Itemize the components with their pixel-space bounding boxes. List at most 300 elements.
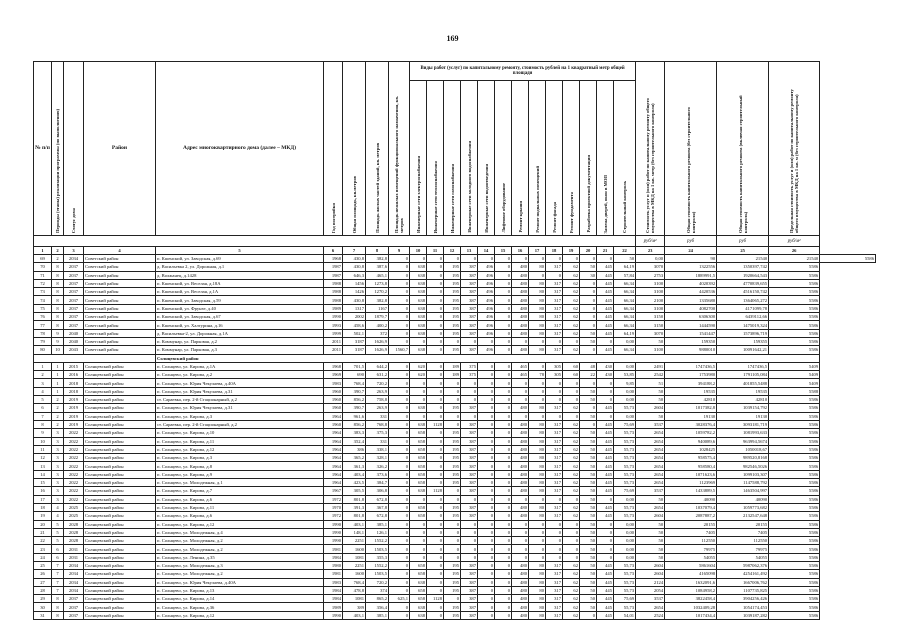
table-cell: 8	[52, 304, 64, 312]
table-cell: 0	[597, 537, 614, 545]
table-row	[34, 578, 876, 586]
table-cell: 62	[563, 404, 580, 412]
table-cell: 5586	[769, 296, 820, 304]
table-cell: 0	[563, 255, 580, 263]
repair-program-table	[33, 61, 876, 620]
table-cell: 53,85	[614, 371, 636, 379]
table-cell: 0	[389, 255, 410, 263]
table-cell: 480	[512, 503, 529, 511]
table-cell: 480	[512, 611, 529, 619]
table-cell: 445	[597, 454, 614, 462]
table-cell: 375	[461, 362, 478, 370]
table-cell: 8	[52, 296, 64, 304]
table-cell: 50	[636, 528, 665, 536]
table-cell: 0	[495, 578, 512, 586]
table-cell: 423,5	[343, 479, 366, 487]
table-cell: 0	[410, 396, 427, 404]
table-cell: 79975	[717, 545, 769, 553]
table-cell: Солнцевский район	[84, 379, 156, 387]
table-cell: 50	[636, 495, 665, 503]
table-cell: 4	[34, 387, 52, 395]
table-cell: 403,1	[343, 520, 366, 528]
table-cell: 0	[495, 346, 512, 354]
table-cell: 1444590	[665, 321, 717, 329]
table-cell: 0	[512, 379, 529, 387]
table-cell: 55,73	[614, 462, 636, 470]
table-cell: 0	[427, 445, 444, 453]
table-row	[34, 487, 876, 495]
table-cell: 658	[410, 437, 427, 445]
table-cell: 644,2	[366, 362, 389, 370]
table-cell: 989520,8168	[717, 454, 769, 462]
table-cell: Солнцевский район	[84, 462, 156, 470]
table-cell: Солнцевский район	[84, 479, 156, 487]
table-cell: Солнцевский район	[84, 528, 156, 536]
table-cell: 2025	[64, 503, 84, 511]
table-cell: п. Солнцево, ул. Молодежная, д.1	[156, 479, 324, 487]
table-cell: 0	[512, 537, 529, 545]
table-cell: 21540	[717, 255, 769, 263]
table-cell: 5586	[820, 255, 876, 263]
table-cell: 326,2	[366, 462, 389, 470]
table-cell: 0	[389, 420, 410, 428]
table-cell: 480	[512, 329, 529, 337]
table-cell: 5586	[769, 420, 820, 428]
table-cell: 1054174,453	[717, 603, 769, 611]
table-cell: 638	[410, 404, 427, 412]
table-cell: 701,5	[343, 362, 366, 370]
table-cell: 50	[580, 553, 597, 561]
table-cell: 658	[410, 429, 427, 437]
table-cell: 50	[580, 586, 597, 594]
table-cell: 0	[427, 503, 444, 511]
table-cell: 0	[389, 329, 410, 337]
table-cell: 25	[34, 561, 52, 569]
table-cell: 317	[546, 479, 563, 487]
table-cell: 50	[580, 503, 597, 511]
table-cell: 430	[597, 371, 614, 379]
table-cell: 638	[410, 346, 427, 354]
table-cell: п. Кшенский, ул. Веселая, д.18А	[156, 279, 324, 287]
table-cell: ст. Сараевка, пер. 2-й Стационарный, д.2	[156, 396, 324, 404]
table-cell: 1503,5	[366, 570, 389, 578]
table-cell: 0	[389, 429, 410, 437]
table-cell: 0	[512, 545, 529, 553]
table-cell: 0	[444, 420, 461, 428]
table-cell: 55,73	[614, 561, 636, 569]
table-cell: Солнцевский район	[84, 603, 156, 611]
table-cell: 478,8	[343, 586, 366, 594]
table-cell: 2087887,2	[665, 512, 717, 520]
table-cell: 50	[580, 445, 597, 453]
table-cell: 1964	[324, 462, 343, 470]
table-cell: 50	[580, 263, 597, 271]
table-row	[34, 512, 876, 520]
table-cell: 390,7	[343, 387, 366, 395]
table-cell: 0	[478, 470, 495, 478]
table-cell: 1983	[324, 379, 343, 387]
table-cell: 62	[563, 512, 580, 520]
table-cell: 0	[512, 553, 529, 561]
table-cell: 0	[546, 553, 563, 561]
column-number: 13	[461, 247, 478, 255]
table-cell: 1167	[366, 304, 389, 312]
table-cell: 62	[563, 462, 580, 470]
district-section-row	[34, 354, 876, 362]
table-cell: 5586	[769, 578, 820, 586]
table-cell: 72	[34, 279, 52, 287]
table-cell: 373,6	[366, 470, 389, 478]
table-cell: 0	[580, 404, 597, 412]
table-cell: 1128	[427, 487, 444, 495]
table-cell: 62	[563, 487, 580, 495]
table-cell: 0	[478, 255, 495, 263]
table-cell: 1964	[324, 412, 343, 420]
table-cell: 0	[495, 304, 512, 312]
table-cell: 5586	[769, 437, 820, 445]
table-cell: 0	[495, 520, 512, 528]
table-cell: 50	[580, 337, 597, 345]
table-cell: 80	[529, 263, 546, 271]
table-cell: п. Кшенский, ул. Веселая, д.1А	[156, 288, 324, 296]
table-cell: 306,8	[366, 487, 389, 495]
table-cell: 480	[512, 595, 529, 603]
table-cell: 3	[52, 437, 64, 445]
table-cell: 338,1	[366, 445, 389, 453]
table-cell: 62	[563, 420, 580, 428]
table-cell: 62	[563, 570, 580, 578]
table-cell: 5	[52, 520, 64, 528]
table-cell: 0	[478, 495, 495, 503]
table-cell: п. Солнцево, ул. Кирова, д.11	[156, 437, 324, 445]
table-cell: 5586	[769, 537, 820, 545]
table-cell: 480	[512, 487, 529, 495]
table-cell: 195	[444, 429, 461, 437]
table-cell: 317	[546, 321, 563, 329]
table-cell: 0	[478, 528, 495, 536]
table-cell: Солнцевский район	[84, 470, 156, 478]
table-cell: 0	[389, 561, 410, 569]
table-cell: 5586	[769, 346, 820, 354]
table-cell: 856,2	[343, 420, 366, 428]
table-cell: 0	[427, 470, 444, 478]
table-cell: 0	[427, 362, 444, 370]
table-cell: 352,4	[343, 437, 366, 445]
table-cell: 0	[597, 495, 614, 503]
table-cell: 0	[495, 337, 512, 345]
table-cell: 40090	[717, 495, 769, 503]
table-cell: 445	[597, 586, 614, 594]
table-cell: 445	[597, 429, 614, 437]
table-cell: 387	[461, 279, 478, 287]
table-cell: 385,1	[366, 520, 389, 528]
table-cell: 0	[410, 528, 427, 536]
table-cell: 638	[410, 296, 427, 304]
table-cell: 3100	[636, 279, 665, 287]
table-cell: 2034	[64, 561, 84, 569]
table-cell: 80	[529, 487, 546, 495]
table-cell: 0	[529, 337, 546, 345]
table-cell: 0	[389, 495, 410, 503]
table-cell: 496	[478, 304, 495, 312]
column-number: 26	[769, 247, 820, 255]
table-cell: 1475019,324	[717, 321, 769, 329]
table-cell: 17	[34, 495, 52, 503]
table-cell: 5861604	[665, 561, 717, 569]
table-cell: 80	[529, 429, 546, 437]
table-cell: п. Кшенский, ул. Халтурина, д.16	[156, 321, 324, 329]
table-cell: 638	[410, 487, 427, 495]
table-cell: 387	[461, 503, 478, 511]
table-cell: 5586	[769, 329, 820, 337]
table-cell: 0	[444, 520, 461, 528]
table-cell: Солнцевский район	[84, 595, 156, 603]
table-cell: 3	[52, 462, 64, 470]
table-cell: 80	[529, 420, 546, 428]
table-cell: 22	[580, 371, 597, 379]
table-cell: 0	[389, 437, 410, 445]
table-cell: 0	[597, 545, 614, 553]
table-cell: 0	[461, 255, 478, 263]
table-cell: 0	[389, 304, 410, 312]
table-cell: 0	[495, 445, 512, 453]
table-cell: 480	[512, 454, 529, 462]
table-cell: 958580,4	[665, 462, 717, 470]
table-cell: п. Солнцево, ул. Кирова, д.6	[156, 495, 324, 503]
table-cell: 940089,6	[665, 437, 717, 445]
table-cell: 384,7	[366, 479, 389, 487]
table-cell: 0	[580, 379, 597, 387]
table-cell: 195	[444, 570, 461, 578]
table-cell: 4082700	[665, 304, 717, 312]
table-cell: Советский район	[84, 296, 156, 304]
table-cell: 0	[597, 255, 614, 263]
table-cell: 0	[427, 329, 444, 337]
table-cell: 263,9	[366, 387, 389, 395]
table-cell: Советский район	[84, 255, 156, 263]
table-cell: 2251	[343, 537, 366, 545]
table-cell: 2028	[64, 520, 84, 528]
table-cell: 50	[580, 578, 597, 586]
table-cell: 658	[410, 586, 427, 594]
table-cell: 1964	[324, 454, 343, 462]
table-cell: Советский район	[84, 329, 156, 337]
table-cell: 0	[495, 545, 512, 553]
table-cell: 4171099,78	[717, 304, 769, 312]
table-cell: 5586	[769, 279, 820, 287]
table-cell: 2028	[64, 528, 84, 536]
table-cell: 2753	[636, 271, 665, 279]
table-cell: 112550	[717, 537, 769, 545]
table-cell: 1081	[343, 553, 366, 561]
table-cell: 0	[389, 512, 410, 520]
table-cell: 2100	[636, 296, 665, 304]
table-cell: 0	[546, 271, 563, 279]
table-cell: 80	[529, 288, 546, 296]
table-cell: 2022	[64, 437, 84, 445]
table-cell: п. Солнцево, ул. Кирова, д.11	[156, 503, 324, 511]
table-cell: 2031	[64, 553, 84, 561]
table-cell: 0	[495, 512, 512, 520]
table-cell: 387	[461, 329, 478, 337]
table-cell: 430	[597, 362, 614, 370]
table-cell: 0	[529, 495, 546, 503]
table-cell: 2054	[636, 586, 665, 594]
table-cell: 50	[580, 520, 597, 528]
table-cell: 317	[546, 462, 563, 470]
table-cell: 2037	[64, 304, 84, 312]
table-cell: 195	[444, 263, 461, 271]
table-cell: 400,2	[366, 321, 389, 329]
table-cell: 0	[427, 578, 444, 586]
table-cell: 0	[410, 379, 427, 387]
table-cell: 0	[580, 288, 597, 296]
table-cell: 356,4	[366, 603, 389, 611]
table-cell: 1984	[324, 586, 343, 594]
table-cell: 27	[34, 578, 52, 586]
table-cell: 0	[427, 462, 444, 470]
table-cell: 0	[478, 337, 495, 345]
table-cell: 22	[34, 537, 52, 545]
table-cell: 50	[636, 337, 665, 345]
table-cell: 0	[389, 396, 410, 404]
table-cell: 480	[512, 586, 529, 594]
table-cell: 0,00	[614, 337, 636, 345]
table-cell: 496	[478, 263, 495, 271]
table-cell: 387	[461, 512, 478, 520]
table-cell: 480	[512, 263, 529, 271]
table-cell: 2037	[64, 288, 84, 296]
table-cell: 62	[563, 346, 580, 354]
table-cell: 1552,2	[366, 537, 389, 545]
table-cell: 720,2	[366, 379, 389, 387]
table-cell: Советский район	[84, 304, 156, 312]
table-cell: 55,73	[614, 512, 636, 520]
table-cell: 2022	[64, 487, 84, 495]
table-cell: 0	[512, 396, 529, 404]
column-number: 19	[563, 247, 580, 255]
table-cell: 638	[410, 611, 427, 619]
header-total-cost: Общая стоимость капитального ремонта (без строительного контроля)	[665, 62, 717, 236]
table-cell: 1463504,997	[717, 487, 769, 495]
table-cell: 0	[495, 396, 512, 404]
column-number: 20	[580, 247, 597, 255]
table-cell: 2011	[324, 337, 343, 345]
table-cell: 0	[512, 387, 529, 395]
table-cell: 5	[34, 396, 52, 404]
table-cell: 64,19	[614, 263, 636, 271]
table-cell: 638	[410, 578, 427, 586]
table-cell: 458,6	[343, 321, 366, 329]
table-cell: 0	[580, 321, 597, 329]
table-cell: 658	[410, 595, 427, 603]
table-cell: 445	[597, 321, 614, 329]
table-cell: 42810	[717, 396, 769, 404]
table-cell: 480	[512, 570, 529, 578]
column-number: 17	[529, 247, 546, 255]
table-cell: 50	[580, 396, 597, 404]
table-cell: 620	[410, 371, 427, 379]
table-cell: 2002	[343, 313, 366, 321]
header-cost-per-sqm: Стоимость услуг и (или) работ по капитальному ремонту общего имущества в МКД на 1 кв. метр (без строительного контроля)	[636, 62, 665, 236]
table-cell: 21	[34, 528, 52, 536]
table-cell: 1364065,272	[717, 296, 769, 304]
table-cell: 2654	[636, 462, 665, 470]
table-cell: п. Солнцево, ул. Молодежная, д.2	[156, 545, 324, 553]
table-cell: 5586	[769, 570, 820, 578]
table-cell: 6	[52, 545, 64, 553]
table-cell: 0	[529, 255, 546, 263]
table-cell: 1964	[324, 445, 343, 453]
table-cell: 317	[546, 313, 563, 321]
table-cell: 2132547,648	[717, 512, 769, 520]
table-cell: 0	[461, 396, 478, 404]
table-cell: Солнцевский район	[84, 578, 156, 586]
table-cell: 195	[444, 611, 461, 619]
table-cell: 50	[580, 595, 597, 603]
table-row	[34, 479, 876, 487]
table-cell: 0	[444, 255, 461, 263]
table-cell: 0	[427, 537, 444, 545]
table-cell: 1059773,682	[717, 503, 769, 511]
unit-total-cost-sc: руб	[717, 236, 769, 247]
header-status: Статус дома	[64, 62, 84, 236]
table-cell: 80	[529, 512, 546, 520]
table-cell: 80	[529, 595, 546, 603]
table-cell: 50	[580, 545, 597, 553]
table-cell: 1990	[324, 611, 343, 619]
table-cell: Солнцевский район	[84, 520, 156, 528]
table-cell: 3187	[343, 346, 366, 354]
table-cell: п. Коммунар, ул. Парковая, д.2	[156, 337, 324, 345]
table-cell: 2037	[64, 279, 84, 287]
table-cell: 0	[495, 503, 512, 511]
table-cell: 6	[34, 404, 52, 412]
table-cell: 1990	[324, 313, 343, 321]
table-cell: 0	[389, 462, 410, 470]
table-cell: 0	[597, 379, 614, 387]
table-cell: 50	[580, 329, 597, 337]
table-cell: 80	[529, 578, 546, 586]
table-cell: 54055	[665, 553, 717, 561]
table-cell: 75,69	[614, 487, 636, 495]
table-cell: 1600	[343, 545, 366, 553]
table-cell: 5586	[769, 503, 820, 511]
table-cell: 387	[461, 304, 478, 312]
header-district: Район	[84, 62, 156, 236]
table-cell: 5586	[769, 495, 820, 503]
table-cell: 189	[444, 371, 461, 379]
table-cell: 0	[389, 479, 410, 487]
table-cell: 445	[597, 304, 614, 312]
table-cell: 3	[52, 487, 64, 495]
table-cell: 317	[546, 578, 563, 586]
table-cell: Солнцевский район	[84, 512, 156, 520]
header-nonliving-area: Площадь нежилых помещений функционального назначения, кв. метров	[389, 62, 410, 236]
table-cell: 21540	[769, 255, 820, 263]
table-cell: 480	[512, 462, 529, 470]
table-cell: 0	[444, 495, 461, 503]
table-cell: 0	[427, 545, 444, 553]
table-cell: 2	[52, 396, 64, 404]
table-cell: 0	[546, 337, 563, 345]
table-cell: 1	[34, 362, 52, 370]
table-cell: 80	[529, 586, 546, 594]
table-cell: 0	[495, 329, 512, 337]
table-cell: 1981	[324, 545, 343, 553]
table-cell: 496	[478, 271, 495, 279]
table-cell: 80	[529, 437, 546, 445]
